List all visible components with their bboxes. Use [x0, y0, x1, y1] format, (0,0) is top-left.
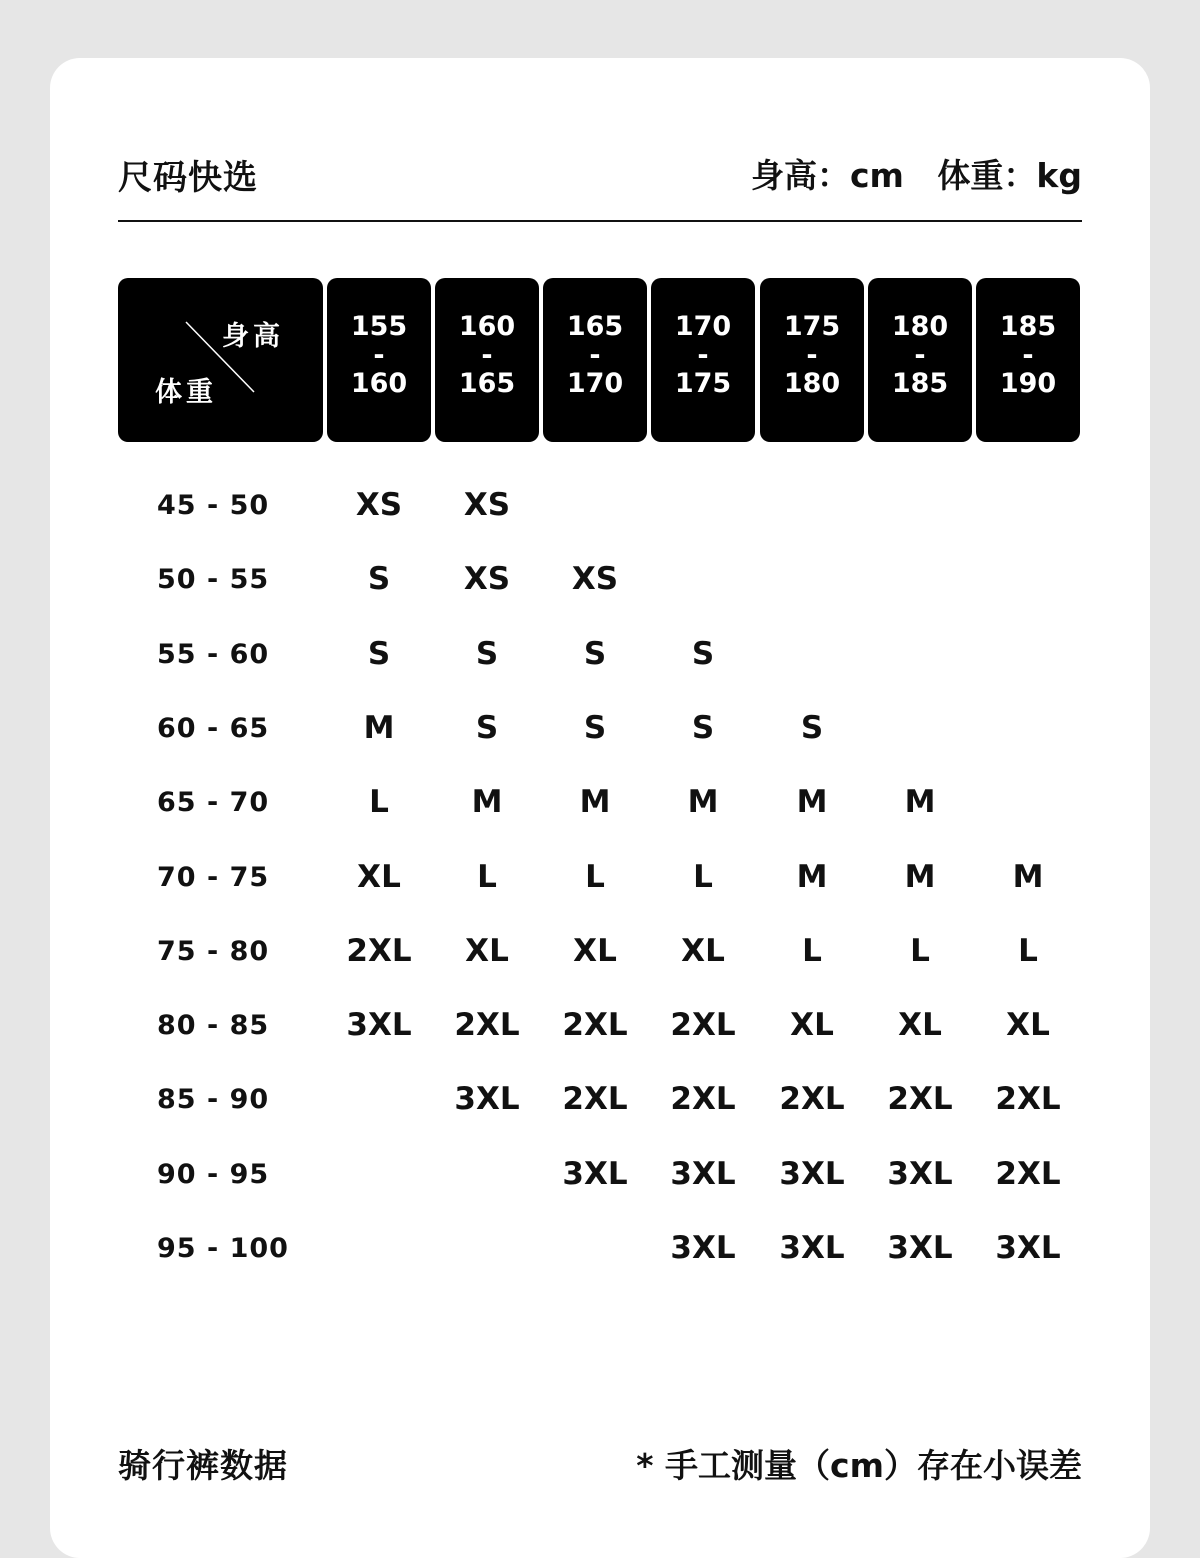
height-from: 165: [566, 311, 624, 342]
size-cell: 3XL: [887, 1155, 953, 1192]
height-to: 185: [891, 368, 949, 399]
size-cell: M: [471, 784, 503, 821]
height-from: 185: [999, 311, 1057, 342]
size-cell: M: [1012, 858, 1044, 895]
size-cell: 3XL: [779, 1155, 845, 1192]
size-cell: S: [367, 561, 391, 598]
size-cell: XL: [1006, 1007, 1050, 1044]
weight-range-label: 65 - 70: [157, 787, 270, 819]
height-header-1: [435, 278, 539, 442]
size-cell: 2XL: [670, 1081, 736, 1118]
size-cell: L: [1018, 932, 1038, 969]
height-to: 165: [458, 368, 516, 399]
height-from: 175: [783, 311, 841, 342]
weight-range-label: 50 - 55: [157, 564, 270, 596]
height-from: 180: [891, 311, 949, 342]
weight-range-label: 80 - 85: [157, 1010, 270, 1042]
weight-range-label: 90 - 95: [157, 1158, 270, 1190]
size-cell: L: [693, 858, 713, 895]
size-cell: 2XL: [670, 1007, 736, 1044]
size-cell: XL: [681, 932, 725, 969]
size-cell: XS: [571, 561, 619, 598]
weight-range-label: 75 - 80: [157, 935, 270, 967]
measurement-note: * 手工测量（cm）存在小误差: [636, 1446, 1082, 1485]
size-cell: M: [904, 784, 936, 821]
size-cell: L: [369, 784, 389, 821]
size-cell: S: [691, 709, 715, 746]
height-range-dash: -: [481, 340, 493, 371]
size-cell: 2XL: [346, 932, 412, 969]
size-cell: 3XL: [670, 1155, 736, 1192]
size-cell: M: [796, 784, 828, 821]
height-range-dash: -: [697, 340, 709, 371]
size-cell: XL: [573, 932, 617, 969]
size-cell: 2XL: [562, 1081, 628, 1118]
size-cell: M: [796, 858, 828, 895]
size-cell: S: [475, 709, 499, 746]
corner-weight-label: 体重: [155, 377, 217, 408]
size-cell: M: [687, 784, 719, 821]
size-cell: L: [477, 858, 497, 895]
size-cell: 2XL: [887, 1081, 953, 1118]
height-header-5: [868, 278, 972, 442]
height-header-4: [760, 278, 864, 442]
section-title-cycling-shorts: 骑行裤数据: [118, 1446, 288, 1485]
size-cell: 3XL: [995, 1230, 1061, 1266]
height-header-0: [327, 278, 431, 442]
height-to: 170: [566, 368, 624, 399]
size-cell: 3XL: [670, 1230, 736, 1266]
size-cell: XS: [463, 487, 511, 523]
size-cell: L: [802, 932, 822, 969]
weight-range-label: 95 - 100: [157, 1233, 289, 1264]
size-cell: 3XL: [887, 1230, 953, 1266]
size-cell: 2XL: [995, 1155, 1061, 1192]
height-from: 160: [458, 311, 516, 342]
size-cell: XL: [465, 932, 509, 969]
height-unit: 身高：cm: [750, 156, 904, 195]
height-range-dash: -: [1022, 340, 1034, 371]
weight-range-label: 70 - 75: [157, 861, 270, 893]
size-cell: 2XL: [995, 1081, 1061, 1118]
table-corner-header: [118, 278, 323, 442]
units-legend: [729, 150, 1082, 197]
diagonal-divider: [118, 278, 323, 442]
size-cell: 2XL: [779, 1081, 845, 1118]
weight-range-label: 85 - 90: [157, 1084, 270, 1116]
weight-range-label: 45 - 50: [157, 490, 270, 521]
height-from: 155: [350, 311, 408, 342]
corner-height-label: 身高: [222, 321, 284, 352]
height-to: 190: [999, 368, 1057, 399]
size-cell: XS: [463, 561, 511, 598]
size-cell: 3XL: [346, 1007, 412, 1044]
title-divider: [118, 220, 1082, 222]
height-header-3: [651, 278, 755, 442]
height-to: 180: [783, 368, 841, 399]
size-cell: 3XL: [454, 1081, 520, 1118]
size-cell: M: [363, 709, 395, 746]
size-cell: 2XL: [562, 1007, 628, 1044]
size-cell: S: [583, 709, 607, 746]
height-range-dash: -: [373, 340, 385, 371]
size-cell: M: [579, 784, 611, 821]
height-to: 160: [350, 368, 408, 399]
height-header-2: [543, 278, 647, 442]
height-range-dash: -: [589, 340, 601, 371]
size-cell: XS: [355, 487, 403, 523]
weight-unit: 体重：kg: [937, 156, 1082, 195]
size-cell: S: [800, 709, 824, 746]
weight-range-label: 55 - 60: [157, 638, 270, 670]
height-range-dash: -: [914, 340, 926, 371]
size-cell: L: [910, 932, 930, 969]
page-title: 尺码快选: [118, 158, 258, 198]
height-from: 170: [674, 311, 732, 342]
height-header-6: [976, 278, 1080, 442]
weight-range-label: 60 - 65: [157, 712, 270, 744]
size-cell: S: [367, 635, 391, 672]
size-cell: S: [583, 635, 607, 672]
size-cell: XL: [357, 858, 401, 895]
size-cell: 3XL: [779, 1230, 845, 1266]
size-cell: L: [585, 858, 605, 895]
height-to: 175: [674, 368, 732, 399]
size-cell: 2XL: [454, 1007, 520, 1044]
size-cell: M: [904, 858, 936, 895]
size-cell: S: [475, 635, 499, 672]
size-cell: S: [691, 635, 715, 672]
size-cell: XL: [790, 1007, 834, 1044]
size-cell: XL: [898, 1007, 942, 1044]
size-cell: 3XL: [562, 1155, 628, 1192]
height-range-dash: -: [806, 340, 818, 371]
